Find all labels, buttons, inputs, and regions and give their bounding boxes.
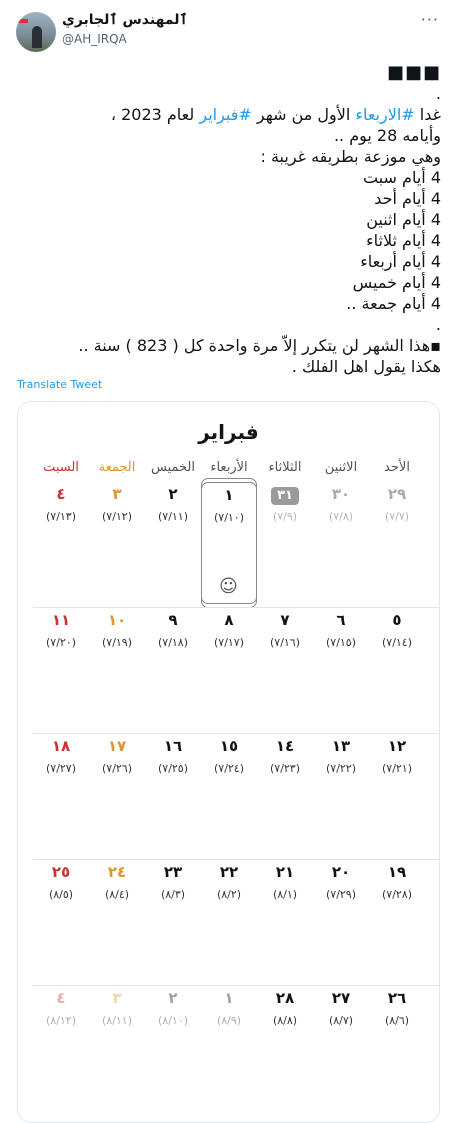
hijri-date: (٨/١١): [101, 1014, 133, 1027]
calendar-day-cell[interactable]: [201, 608, 257, 734]
calendar-day-cell[interactable]: [89, 608, 145, 734]
hijri-date: (٧/٢٤): [213, 762, 245, 775]
calendar-day-cell[interactable]: [33, 734, 89, 860]
day-number: ١٧: [107, 737, 127, 755]
calendar-day-cell[interactable]: [313, 734, 369, 860]
tweet-line: 4 أيام خميس: [352, 273, 441, 292]
day-number: ١٨: [51, 737, 71, 755]
day-of-week-header: الأحد: [384, 460, 410, 475]
calendar-day-cell[interactable]: [369, 734, 425, 860]
calendar-day-cell[interactable]: [89, 986, 145, 1112]
calendar-day-cell[interactable]: [33, 986, 89, 1112]
day-number: [257, 484, 313, 504]
hijri-date: (٨/٩): [216, 1014, 242, 1027]
calendar-day-cell[interactable]: [33, 860, 89, 986]
calendar-day-cell[interactable]: [313, 860, 369, 986]
tweet-line: وأيامه 28 يوم ..: [333, 126, 441, 145]
hijri-date: (٨/٦): [384, 1014, 410, 1027]
hijri-date: (٧/٢٢): [325, 762, 357, 775]
tweet-text-segment: الأول من شهر: [251, 105, 356, 124]
hijri-date: (٧/٢٧): [45, 762, 77, 775]
calendar-day-cell[interactable]: [89, 482, 145, 608]
calendar-day-cell[interactable]: [369, 608, 425, 734]
day-number: ٤: [56, 485, 66, 503]
day-number: ٢٧: [331, 989, 351, 1007]
day-number: ٩: [168, 611, 178, 629]
tweet-line: ▪︎هذا الشهر لن يتكرر إلاّ مرة واحدة كل ( 823 ) سنة ..: [78, 336, 441, 355]
smiley-icon: ☺: [219, 576, 238, 597]
tweet-line: .: [435, 84, 441, 103]
day-number: ٢٤: [107, 863, 127, 881]
calendar-day-cell[interactable]: [313, 608, 369, 734]
day-of-week-header: الخميس: [151, 460, 195, 475]
day-number: ١٥: [219, 737, 239, 755]
tweet-line: [0, 104, 441, 125]
day-number: ١٣: [331, 737, 351, 755]
tweet-line: 4 أيام اثنين: [366, 210, 441, 229]
day-number: ٣: [112, 485, 122, 503]
hijri-date: (٧/١٧): [213, 636, 245, 649]
day-number: ٢: [168, 989, 178, 1007]
hijri-date: (٧/١٢): [101, 510, 133, 523]
hijri-date: (٨/١٢): [45, 1014, 77, 1027]
day-of-week-header: السبت: [43, 460, 79, 475]
hijri-date: (٨/٢): [216, 888, 242, 901]
day-number: ٢: [168, 485, 178, 503]
tweet-line: 4 أيام ثلاثاء: [366, 231, 441, 250]
hijri-date: (٧/١٩): [101, 636, 133, 649]
day-number: ١١: [51, 611, 71, 629]
calendar-day-cell[interactable]: [145, 734, 201, 860]
day-of-week-header: الاثنين: [324, 460, 358, 475]
day-number: ٧: [280, 611, 290, 629]
hijri-date: (٧/٢٩): [325, 888, 357, 901]
hijri-date: (٧/٩): [272, 510, 298, 523]
calendar-day-cell[interactable]: [313, 986, 369, 1112]
calendar-day-cell[interactable]: [257, 734, 313, 860]
day-number: ١: [224, 486, 234, 504]
calendar-day-cell[interactable]: [369, 986, 425, 1112]
day-number: ٣: [112, 989, 122, 1007]
calendar-day-cell[interactable]: [201, 734, 257, 860]
hijri-date: (٧/٨): [328, 510, 354, 523]
calendar-image[interactable]: [17, 401, 440, 1123]
avatar[interactable]: [16, 12, 56, 52]
calendar-day-cell[interactable]: [89, 860, 145, 986]
tweet-line: .: [435, 315, 441, 334]
hijri-date: (٧/١٠): [213, 511, 245, 524]
tweet-line: 4 أيام أحد: [374, 189, 441, 208]
calendar-day-cell[interactable]: [257, 860, 313, 986]
calendar-month-title: فبراير: [198, 420, 259, 444]
hijri-date: (٧/١٦): [269, 636, 301, 649]
tweet-line: 4 أيام سبت: [363, 168, 441, 187]
translate-tweet-link[interactable]: Translate Tweet: [17, 378, 103, 391]
day-number: ١٤: [275, 737, 295, 755]
calendar-day-cell[interactable]: [33, 482, 89, 608]
day-number: ١٦: [163, 737, 183, 755]
day-number: ٢٠: [331, 863, 351, 881]
day-number: ٨: [224, 611, 234, 629]
day-number: ٤: [56, 989, 66, 1007]
day-of-week-header: الثلاثاء: [268, 460, 302, 475]
hashtag-link[interactable]: #فبراير: [199, 105, 252, 124]
hijri-date: (٧/٢٨): [381, 888, 413, 901]
day-number: ٣٠: [331, 485, 351, 503]
day-number: ٢٥: [51, 863, 71, 881]
day-number: ٢١: [275, 863, 295, 881]
hijri-date: (٧/٢٦): [101, 762, 133, 775]
more-dots-icon[interactable]: ···: [420, 10, 439, 29]
calendar-day-cell[interactable]: [201, 860, 257, 986]
hijri-date: (٨/١): [272, 888, 298, 901]
day-number: ٢٩: [387, 485, 407, 503]
calendar-day-cell[interactable]: [145, 986, 201, 1112]
tweet-line: ■■■: [386, 62, 441, 83]
day-of-week-header: الجمعة: [98, 460, 136, 475]
hijri-date: (٨/٨): [272, 1014, 298, 1027]
day-number: ٦: [336, 611, 346, 629]
hashtag-link[interactable]: #الاربعاء: [355, 105, 415, 124]
day-number: ١٠: [107, 611, 127, 629]
tweet-text-segment: لعام 2023 ،: [110, 105, 200, 124]
calendar-day-cell[interactable]: [33, 608, 89, 734]
hijri-date: (٧/٢١): [381, 762, 413, 775]
day-of-week-header: الأربعاء: [210, 460, 248, 475]
calendar-day-cell[interactable]: [201, 986, 257, 1112]
tweet-line: 4 أيام جمعة ..: [346, 294, 441, 313]
user-name[interactable]: ٱلمهندس ٱلجابري: [62, 12, 188, 28]
hijri-date: (٧/١٥): [325, 636, 357, 649]
day-number: ١٢: [387, 737, 407, 755]
day-number: ٢٣: [163, 863, 183, 881]
day-number: ٢٦: [387, 989, 407, 1007]
day-number: ١: [224, 989, 234, 1007]
tweet-header: [0, 0, 453, 60]
hijri-date: (٨/٧): [328, 1014, 354, 1027]
calendar-day-cell[interactable]: [369, 482, 425, 608]
calendar-day-cell[interactable]: [257, 986, 313, 1112]
tweet-line: هكذا يقول اهل الفلك .: [291, 357, 441, 376]
hijri-date: (٧/١٨): [157, 636, 189, 649]
hijri-date: (٧/٢٠): [45, 636, 77, 649]
hijri-date: (٨/٤): [104, 888, 130, 901]
hijri-date: (٧/٧): [384, 510, 410, 523]
tweet-line: 4 أيام أربعاء: [360, 252, 441, 271]
calendar-day-cell[interactable]: [257, 482, 313, 608]
tweet-line: وهي موزعة بطريقه غريبة :: [260, 147, 441, 166]
day-chip: ٣١: [271, 487, 299, 505]
hijri-date: (٧/١٤): [381, 636, 413, 649]
calendar-day-cell[interactable]: [257, 608, 313, 734]
calendar-day-cell[interactable]: [313, 482, 369, 608]
avatar-figure: [32, 26, 42, 48]
hijri-date: (٧/١١): [157, 510, 189, 523]
hijri-date: (٧/١٣): [45, 510, 77, 523]
hijri-date: (٨/١٠): [157, 1014, 189, 1027]
day-number: ٢٨: [275, 989, 295, 1007]
hijri-date: (٧/٢٣): [269, 762, 301, 775]
hijri-date: (٧/٢٥): [157, 762, 189, 775]
tweet-text-segment: غدا: [414, 105, 441, 124]
calendar-day-cell[interactable]: [89, 734, 145, 860]
day-number: ٥: [392, 611, 402, 629]
avatar-tag: [18, 19, 28, 23]
day-number: ٢٢: [219, 863, 239, 881]
calendar-day-cell[interactable]: [369, 860, 425, 986]
calendar-day-cell[interactable]: [145, 608, 201, 734]
tweet-text: [0, 62, 441, 377]
hijri-date: (٨/٥): [48, 888, 74, 901]
user-handle[interactable]: @AH_IRQA: [62, 32, 127, 46]
calendar-day-cell[interactable]: [145, 482, 201, 608]
calendar-day-cell[interactable]: [145, 860, 201, 986]
day-number: ١٩: [387, 863, 407, 881]
hijri-date: (٨/٣): [160, 888, 186, 901]
